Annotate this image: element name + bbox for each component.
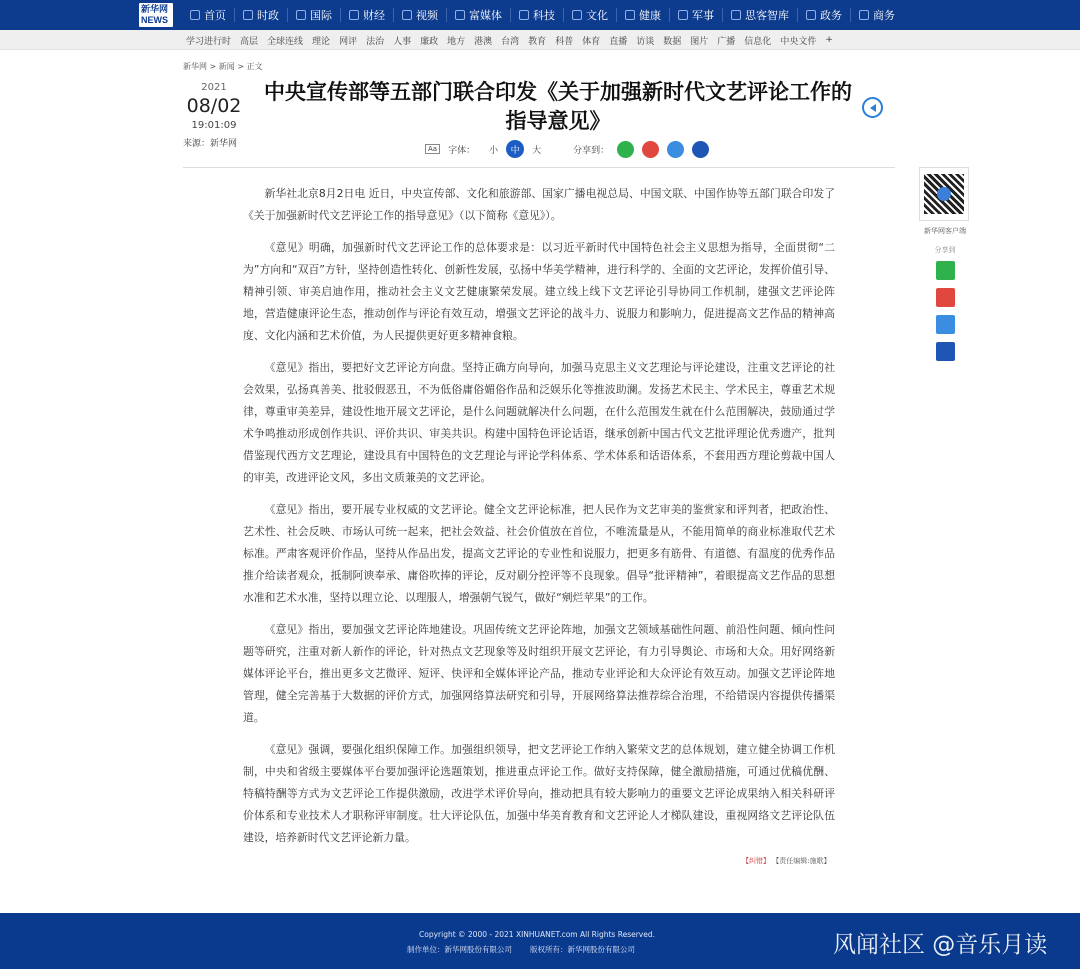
nav-label: 富媒体 [469,9,502,22]
font-label: 字体： [448,145,476,156]
nav-icon [859,10,869,20]
subnav-item[interactable]: 教育 [528,36,547,47]
nav-item[interactable] [670,8,723,22]
mobile-share-icon[interactable] [692,141,709,158]
nav-item[interactable] [617,8,670,22]
subnav-item[interactable]: 台湾 [501,36,520,47]
side-share-bar [919,167,971,369]
share-label: 分享到： [573,145,610,156]
copyright: Copyright © 2000 - 2021 XINHUANET.com All Rights Reserved. [419,930,656,939]
article-paragraph: 《意见》指出，要开展专业权威的文艺评论。健全文艺评论标准，把人民作为文艺审美的鉴赏家和评判者，把政治性、艺术性、社会反映、市场认可统一起来，把社会效益、社会价值放在首位，不唯流量是从，不能用简单的商业标准取代艺术标准。严肃客观评价作品，坚持从作品出发，提高文艺评论的专业性和说服力，把更多有筋骨、有道德、有温度的优秀作品推介给读者观众，抵制阿谀奉承、庸俗吹捧的评论，反对刷分控评等不良现象。倡导“批评精神”，着眼提高文艺作品的思想水准和艺术水准，坚持以理立论、以理服人，增强朝气锐气，做好“剜烂苹果”的工作。 [243,503,835,604]
nav-icon [190,10,200,20]
app-qr-code [919,167,969,221]
subnav-item[interactable]: 法治 [366,36,385,47]
nav-item[interactable] [511,8,564,22]
top-navigation [0,0,1080,30]
side-share-label: 分享到 [934,246,956,254]
nav-label: 健康 [639,9,661,22]
watermark: 风闻社区 @音乐月读 [833,932,1048,958]
responsible-editor: 【责任编辑:施歌】 [772,857,831,865]
nav-item[interactable] [235,8,288,22]
article-paragraph: 《意见》指出，要加强文艺评论阵地建设。巩固传统文艺评论阵地，加强文艺领域基础性问题、前沿性问题、倾向性问题等研究，注重对新人新作的评论，针对热点文艺现象等及时组织开展文艺评论，有力引导舆论、市场和大众。用好网络新媒体评论平台，推出更多文艺微评、短评、快评和全媒体评论产品，推动专业评论和大众评论有效互动。加强文艺评论阵地管理，健全完善基于大数据的评价方式，加强网络算法研究和引导，开展网络算法推荐综合治理，不给错误内容提供传播渠道。 [243,623,835,724]
subnav-item[interactable]: 直播 [609,36,628,47]
nav-label: 思客智库 [745,9,789,22]
article-paragraph: 新华社北京8月2日电 近日，中央宣传部、文化和旅游部、国家广播电视总局、中国文联、中国作协等五部门联合印发了《关于加强新时代文艺评论工作的指导意见》（以下简称《意见》）。 [243,187,835,222]
nav-icon [455,10,465,20]
nav-icon [731,10,741,20]
footer [0,913,1080,969]
article-paragraph: 《意见》明确，加强新时代文艺评论工作的总体要求是：以习近平新时代中国特色社会主义思想为指导，全面贯彻“二为”方向和“双百”方针，坚持创造性转化、创新性发展，弘扬中华美学精神，进行科学的、全面的文艺评论，发挥价值引导、精神引领、审美启迪作用，推动社会主义文艺健康繁荣发展。建立线上线下文艺评论引导协同工作机制，建强文艺评论阵地，营造健康评论生态，推动创作与评论有效互动，增强文艺评论的战斗力、说服力和影响力，促进提高文艺作品的精神高度、文化内涵和艺术价值，为人民提供更好更多精神食粮。 [243,241,835,342]
nav-icon [349,10,359,20]
nav-icon [519,10,529,20]
speaker-icon [870,104,876,112]
nav-item[interactable] [447,8,511,22]
link-share-icon[interactable] [667,141,684,158]
nav-item[interactable] [798,8,851,22]
nav-icon [678,10,688,20]
subnav-item[interactable]: 理论 [312,36,331,47]
publish-date [183,82,245,149]
owner: 版权所有：新华网股份有限公司 [530,945,635,954]
sub-navigation [0,30,1080,50]
publish-time: 19:01:09 [191,120,237,131]
subnav-item[interactable]: 人事 [393,36,412,47]
subnav-item[interactable]: 高层 [240,36,259,47]
nav-item[interactable] [341,8,394,22]
audio-play-button[interactable] [862,97,883,118]
subnav-item[interactable]: 体育 [582,36,601,47]
correction-link[interactable]: 【纠错】 [742,857,770,865]
nav-item[interactable] [288,8,341,22]
article-paragraph: 《意见》强调，要强化组织保障工作。加强组织领导，把文艺评论工作纳入繁荣文艺的总体规划，建立健全协调工作机制，中央和省级主要媒体平台要加强评论选题策划，推进重点评论工作。做好支持保障，健全激励措施，可通过优稿优酬、特稿特酬等方式为文艺评论工作提供激励，改进学术评价导向，推动把具有较大影响力的重要文艺评论成果纳入相关科研评价体系和专业技术人才职称评审制度。壮大评论队伍，加强中华美育教育和文艺评论人才梯队建设，重视网络文艺评论队伍建设，培养新时代文艺评论新力量。 [243,743,835,844]
breadcrumb[interactable]: 新华网 > 新闻 > 正文 [183,62,263,71]
divider [183,167,895,168]
font-large-button[interactable]: 大 [532,145,542,156]
nav-icon [572,10,582,20]
source: 来源：新华网 [183,139,238,149]
font-size-icon: Aa [425,144,440,154]
nav-icon [296,10,306,20]
mobile-icon[interactable] [936,342,955,361]
qr-caption: 新华网客户端 [924,227,966,235]
nav-label: 科技 [533,9,555,22]
font-small-button[interactable]: 小 [489,145,499,156]
nav-label: 首页 [204,9,226,22]
subnav-item[interactable]: 网评 [339,36,358,47]
subnav-item[interactable]: 数据 [663,36,682,47]
nav-item[interactable] [723,8,798,22]
subnav-item[interactable]: 图片 [690,36,709,47]
subnav-item[interactable]: 广播 [717,36,736,47]
date-month-day: 08/02 [186,95,242,117]
article-paragraph: 《意见》指出，要把好文艺评论方向盘。坚持正确方向导向，加强马克思主义文艺理论与评论建设，注重文艺评论的社会效果，弘扬真善美、批驳假恶丑，不为低俗庸俗媚俗作品和泛娱乐化等推波助澜。发扬艺术民主、学术民主，尊重艺术规律，尊重审美差异，建设性地开展文艺评论，是什么问题就解决什么问题，在什么范围发生就在什么范围解决，鼓励通过学术争鸣推动形成创作共识、评价共识、审美共识。构建中国特色评论话语，继承创新中国古代文艺批评理论优秀遗产，批判借鉴现代西方文艺理论，建设具有中国特色的文艺理论与评论学科体系、学术体系和话语体系，不套用西方理论剪裁中国人的审美，改进评论文风，多出文质兼美的文艺评论。 [243,361,835,484]
main-nav [182,0,903,30]
nav-item[interactable] [564,8,617,22]
wechat-icon[interactable] [936,261,955,280]
page-title: 中央宣传部等五部门联合印发《关于加强新时代文艺评论工作的指导意见》 [264,80,852,133]
nav-item[interactable] [394,8,447,22]
weibo-share-icon[interactable] [642,141,659,158]
weibo-icon[interactable] [936,288,955,307]
subnav-item[interactable]: 学习进行时 [186,36,232,47]
subnav-item[interactable]: 港澳 [474,36,493,47]
subnav-item[interactable]: 访谈 [636,36,655,47]
subnav-item[interactable]: 廉政 [420,36,439,47]
editor-info [742,856,831,866]
nav-label: 财经 [363,9,385,22]
nav-label: 文化 [586,9,608,22]
font-medium-button[interactable]: 中 [506,140,524,158]
nav-item[interactable] [851,8,903,22]
subnav-item[interactable]: 信息化 [744,36,772,47]
article-body [243,183,835,859]
nav-label: 时政 [257,9,279,22]
xinhua-logo[interactable]: 新华网 NEWS [139,3,173,27]
nav-icon [806,10,816,20]
subnav-item[interactable]: + [825,35,833,45]
subnav-item[interactable]: 中央文件 [780,36,817,47]
nav-icon [243,10,253,20]
nav-item[interactable] [182,8,235,22]
nav-icon [625,10,635,20]
nav-label: 政务 [820,9,842,22]
subnav-item[interactable]: 全球连线 [267,36,304,47]
article-tools [425,140,709,158]
nav-label: 商务 [873,9,895,22]
subnav-item[interactable]: 科普 [555,36,574,47]
nav-label: 国际 [310,9,332,22]
nav-label: 军事 [692,9,714,22]
producer: 制作单位：新华网股份有限公司 [407,945,512,954]
date-year: 2021 [201,82,227,93]
nav-icon [402,10,412,20]
nav-label: 视频 [416,9,438,22]
link-icon[interactable] [936,315,955,334]
wechat-share-icon[interactable] [617,141,634,158]
subnav-item[interactable]: 地方 [447,36,466,47]
